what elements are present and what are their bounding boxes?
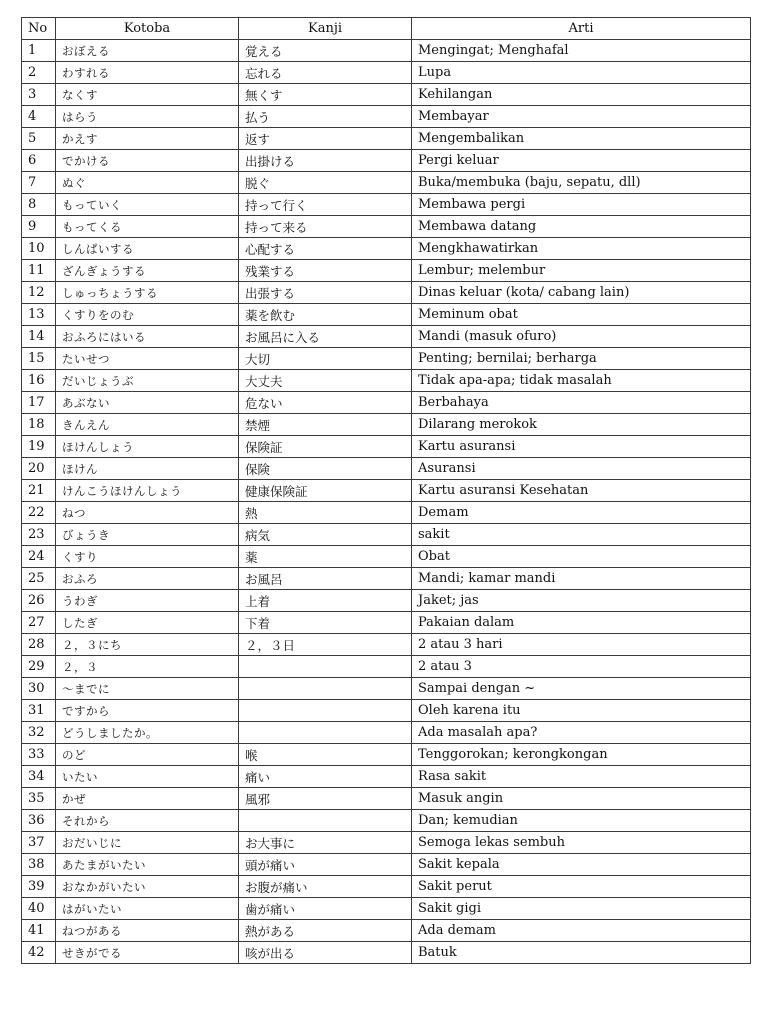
cell-kanji: お腹が痛い — [239, 876, 412, 898]
cell-kotoba: びょうき — [56, 524, 239, 546]
cell-no: 4 — [22, 106, 56, 128]
table-row — [22, 766, 751, 788]
cell-arti: Demam — [412, 502, 751, 524]
cell-kanji: 下着 — [239, 612, 412, 634]
cell-kanji: 脱ぐ — [239, 172, 412, 194]
cell-kotoba: けんこうほけんしょう — [56, 480, 239, 502]
table-row — [22, 458, 751, 480]
cell-kotoba: くすり — [56, 546, 239, 568]
header-kotoba: Kotoba — [56, 18, 239, 40]
cell-no: 34 — [22, 766, 56, 788]
cell-arti: Lembur; melembur — [412, 260, 751, 282]
cell-kotoba: しんぱいする — [56, 238, 239, 260]
cell-no: 18 — [22, 414, 56, 436]
cell-arti: Sampai dengan ~ — [412, 678, 751, 700]
table-row — [22, 920, 751, 942]
cell-arti: Tenggorokan; kerongkongan — [412, 744, 751, 766]
cell-kanji: 保険 — [239, 458, 412, 480]
table-row — [22, 40, 751, 62]
cell-kotoba: ですから — [56, 700, 239, 722]
cell-arti: Dilarang merokok — [412, 414, 751, 436]
cell-arti: sakit — [412, 524, 751, 546]
cell-no: 9 — [22, 216, 56, 238]
table-row — [22, 216, 751, 238]
cell-kanji: 覚える — [239, 40, 412, 62]
table-row — [22, 392, 751, 414]
header-no: No — [22, 18, 56, 40]
table-row — [22, 502, 751, 524]
cell-kanji: 薬を飲む — [239, 304, 412, 326]
cell-kotoba: でかける — [56, 150, 239, 172]
cell-no: 22 — [22, 502, 56, 524]
cell-no: 39 — [22, 876, 56, 898]
cell-kotoba: どうしましたか。 — [56, 722, 239, 744]
cell-arti: Tidak apa-apa; tidak masalah — [412, 370, 751, 392]
cell-no: 40 — [22, 898, 56, 920]
cell-arti: Rasa sakit — [412, 766, 751, 788]
cell-arti: Masuk angin — [412, 788, 751, 810]
cell-arti: Jaket; jas — [412, 590, 751, 612]
cell-kotoba: はらう — [56, 106, 239, 128]
cell-kanji: 頭が痛い — [239, 854, 412, 876]
cell-kanji: ２，３日 — [239, 634, 412, 656]
cell-no: 38 — [22, 854, 56, 876]
cell-kotoba: はがいたい — [56, 898, 239, 920]
cell-no: 1 — [22, 40, 56, 62]
cell-arti: Ada masalah apa? — [412, 722, 751, 744]
cell-kanji: 心配する — [239, 238, 412, 260]
cell-arti: Lupa — [412, 62, 751, 84]
table-row — [22, 612, 751, 634]
cell-arti: Mengingat; Menghafal — [412, 40, 751, 62]
cell-arti: Membayar — [412, 106, 751, 128]
table-row — [22, 788, 751, 810]
cell-no: 8 — [22, 194, 56, 216]
cell-kotoba: おだいじに — [56, 832, 239, 854]
cell-arti: Kartu asuransi Kesehatan — [412, 480, 751, 502]
cell-no: 16 — [22, 370, 56, 392]
table-row — [22, 810, 751, 832]
cell-kanji — [239, 656, 412, 678]
cell-kanji: お風呂 — [239, 568, 412, 590]
cell-kotoba: だいじょうぶ — [56, 370, 239, 392]
cell-kotoba: あたまがいたい — [56, 854, 239, 876]
cell-no: 31 — [22, 700, 56, 722]
cell-no: 10 — [22, 238, 56, 260]
cell-kotoba: ～までに — [56, 678, 239, 700]
cell-kanji — [239, 678, 412, 700]
cell-arti: Meminum obat — [412, 304, 751, 326]
cell-no: 5 — [22, 128, 56, 150]
cell-kanji: 残業する — [239, 260, 412, 282]
cell-arti: Asuransi — [412, 458, 751, 480]
cell-kanji: 健康保険証 — [239, 480, 412, 502]
cell-kanji: お大事に — [239, 832, 412, 854]
cell-kanji: 風邪 — [239, 788, 412, 810]
table-row — [22, 942, 751, 964]
cell-kanji — [239, 810, 412, 832]
cell-no: 12 — [22, 282, 56, 304]
cell-no: 21 — [22, 480, 56, 502]
table-row — [22, 348, 751, 370]
cell-kanji: 払う — [239, 106, 412, 128]
cell-no: 32 — [22, 722, 56, 744]
cell-no: 35 — [22, 788, 56, 810]
cell-no: 14 — [22, 326, 56, 348]
cell-kanji: 咳が出る — [239, 942, 412, 964]
cell-no: 42 — [22, 942, 56, 964]
cell-no: 3 — [22, 84, 56, 106]
cell-arti: 2 atau 3 — [412, 656, 751, 678]
cell-arti: Kartu asuransi — [412, 436, 751, 458]
table-row — [22, 678, 751, 700]
cell-kanji: お風呂に入る — [239, 326, 412, 348]
cell-arti: Mandi (masuk ofuro) — [412, 326, 751, 348]
cell-kanji: 熱 — [239, 502, 412, 524]
cell-kanji: 忘れる — [239, 62, 412, 84]
table-row — [22, 480, 751, 502]
table-row — [22, 304, 751, 326]
table-row — [22, 700, 751, 722]
cell-arti: Membawa pergi — [412, 194, 751, 216]
cell-no: 41 — [22, 920, 56, 942]
cell-no: 20 — [22, 458, 56, 480]
table-row — [22, 832, 751, 854]
header-kanji: Kanji — [239, 18, 412, 40]
cell-kanji: 大切 — [239, 348, 412, 370]
cell-kotoba: なくす — [56, 84, 239, 106]
table-row — [22, 634, 751, 656]
cell-arti: Sakit gigi — [412, 898, 751, 920]
cell-kanji: 持って来る — [239, 216, 412, 238]
cell-kanji: 喉 — [239, 744, 412, 766]
cell-no: 6 — [22, 150, 56, 172]
table-row — [22, 238, 751, 260]
table-row — [22, 590, 751, 612]
table-row — [22, 128, 751, 150]
cell-kotoba: いたい — [56, 766, 239, 788]
cell-no: 19 — [22, 436, 56, 458]
table-row — [22, 84, 751, 106]
table-row — [22, 436, 751, 458]
cell-no: 36 — [22, 810, 56, 832]
cell-kanji: 持って行く — [239, 194, 412, 216]
cell-kanji — [239, 722, 412, 744]
cell-kotoba: あぶない — [56, 392, 239, 414]
cell-kotoba: ２，３にち — [56, 634, 239, 656]
cell-no: 2 — [22, 62, 56, 84]
cell-kotoba: たいせつ — [56, 348, 239, 370]
cell-kotoba: ほけん — [56, 458, 239, 480]
table-row — [22, 524, 751, 546]
cell-arti: Kehilangan — [412, 84, 751, 106]
cell-no: 15 — [22, 348, 56, 370]
cell-kotoba: ねつがある — [56, 920, 239, 942]
cell-no: 37 — [22, 832, 56, 854]
cell-kotoba: のど — [56, 744, 239, 766]
cell-arti: Batuk — [412, 942, 751, 964]
cell-no: 28 — [22, 634, 56, 656]
cell-arti: Semoga lekas sembuh — [412, 832, 751, 854]
cell-kanji: 上着 — [239, 590, 412, 612]
cell-kotoba: くすりをのむ — [56, 304, 239, 326]
cell-kanji: 危ない — [239, 392, 412, 414]
cell-kanji: 保険証 — [239, 436, 412, 458]
cell-arti: Obat — [412, 546, 751, 568]
cell-no: 30 — [22, 678, 56, 700]
table-row — [22, 568, 751, 590]
vocabulary-table — [21, 17, 751, 964]
cell-no: 25 — [22, 568, 56, 590]
table-row — [22, 260, 751, 282]
table-row — [22, 172, 751, 194]
cell-no: 17 — [22, 392, 56, 414]
table-body — [22, 40, 751, 964]
table-row — [22, 326, 751, 348]
cell-kanji: 大丈夫 — [239, 370, 412, 392]
cell-arti: Berbahaya — [412, 392, 751, 414]
cell-no: 7 — [22, 172, 56, 194]
cell-no: 24 — [22, 546, 56, 568]
table-header-row — [22, 18, 751, 40]
cell-kanji: 病気 — [239, 524, 412, 546]
cell-kotoba: わすれる — [56, 62, 239, 84]
cell-kotoba: かぜ — [56, 788, 239, 810]
cell-no: 23 — [22, 524, 56, 546]
table-row — [22, 194, 751, 216]
table-row — [22, 414, 751, 436]
cell-arti: 2 atau 3 hari — [412, 634, 751, 656]
cell-arti: Dan; kemudian — [412, 810, 751, 832]
table-row — [22, 722, 751, 744]
cell-kotoba: もっていく — [56, 194, 239, 216]
cell-no: 11 — [22, 260, 56, 282]
cell-kotoba: きんえん — [56, 414, 239, 436]
cell-no: 27 — [22, 612, 56, 634]
cell-kanji: 出掛ける — [239, 150, 412, 172]
cell-kotoba: したぎ — [56, 612, 239, 634]
cell-kanji: 返す — [239, 128, 412, 150]
cell-no: 26 — [22, 590, 56, 612]
cell-arti: Dinas keluar (kota/ cabang lain) — [412, 282, 751, 304]
cell-no: 33 — [22, 744, 56, 766]
cell-kanji: 禁煙 — [239, 414, 412, 436]
cell-kotoba: ぬぐ — [56, 172, 239, 194]
cell-kotoba: もってくる — [56, 216, 239, 238]
header-arti: Arti — [412, 18, 751, 40]
cell-arti: Sakit perut — [412, 876, 751, 898]
cell-arti: Buka/membuka (baju, sepatu, dll) — [412, 172, 751, 194]
cell-kotoba: ２，３ — [56, 656, 239, 678]
cell-kotoba: うわぎ — [56, 590, 239, 612]
cell-arti: Pergi keluar — [412, 150, 751, 172]
table-row — [22, 62, 751, 84]
table-row — [22, 656, 751, 678]
cell-kotoba: せきがでる — [56, 942, 239, 964]
cell-kotoba: それから — [56, 810, 239, 832]
cell-kanji: 熱がある — [239, 920, 412, 942]
cell-kotoba: ねつ — [56, 502, 239, 524]
cell-kanji: 出張する — [239, 282, 412, 304]
cell-arti: Membawa datang — [412, 216, 751, 238]
cell-arti: Ada demam — [412, 920, 751, 942]
cell-no: 13 — [22, 304, 56, 326]
table-row — [22, 106, 751, 128]
cell-kanji: 歯が痛い — [239, 898, 412, 920]
table-row — [22, 282, 751, 304]
cell-arti: Mengkhawatirkan — [412, 238, 751, 260]
cell-kanji: 薬 — [239, 546, 412, 568]
table-row — [22, 546, 751, 568]
cell-kotoba: おふろにはいる — [56, 326, 239, 348]
cell-kanji — [239, 700, 412, 722]
table-row — [22, 876, 751, 898]
table-row — [22, 898, 751, 920]
table-row — [22, 150, 751, 172]
cell-kotoba: しゅっちょうする — [56, 282, 239, 304]
cell-arti: Mengembalikan — [412, 128, 751, 150]
table-row — [22, 854, 751, 876]
cell-arti: Oleh karena itu — [412, 700, 751, 722]
cell-arti: Sakit kepala — [412, 854, 751, 876]
cell-arti: Penting; bernilai; berharga — [412, 348, 751, 370]
cell-kotoba: かえす — [56, 128, 239, 150]
table-row — [22, 744, 751, 766]
table-row — [22, 370, 751, 392]
cell-kotoba: おふろ — [56, 568, 239, 590]
cell-kanji: 無くす — [239, 84, 412, 106]
cell-arti: Pakaian dalam — [412, 612, 751, 634]
cell-kotoba: おなかがいたい — [56, 876, 239, 898]
cell-kotoba: おぼえる — [56, 40, 239, 62]
cell-kotoba: ほけんしょう — [56, 436, 239, 458]
cell-kotoba: ざんぎょうする — [56, 260, 239, 282]
cell-no: 29 — [22, 656, 56, 678]
cell-kanji: 痛い — [239, 766, 412, 788]
cell-arti: Mandi; kamar mandi — [412, 568, 751, 590]
